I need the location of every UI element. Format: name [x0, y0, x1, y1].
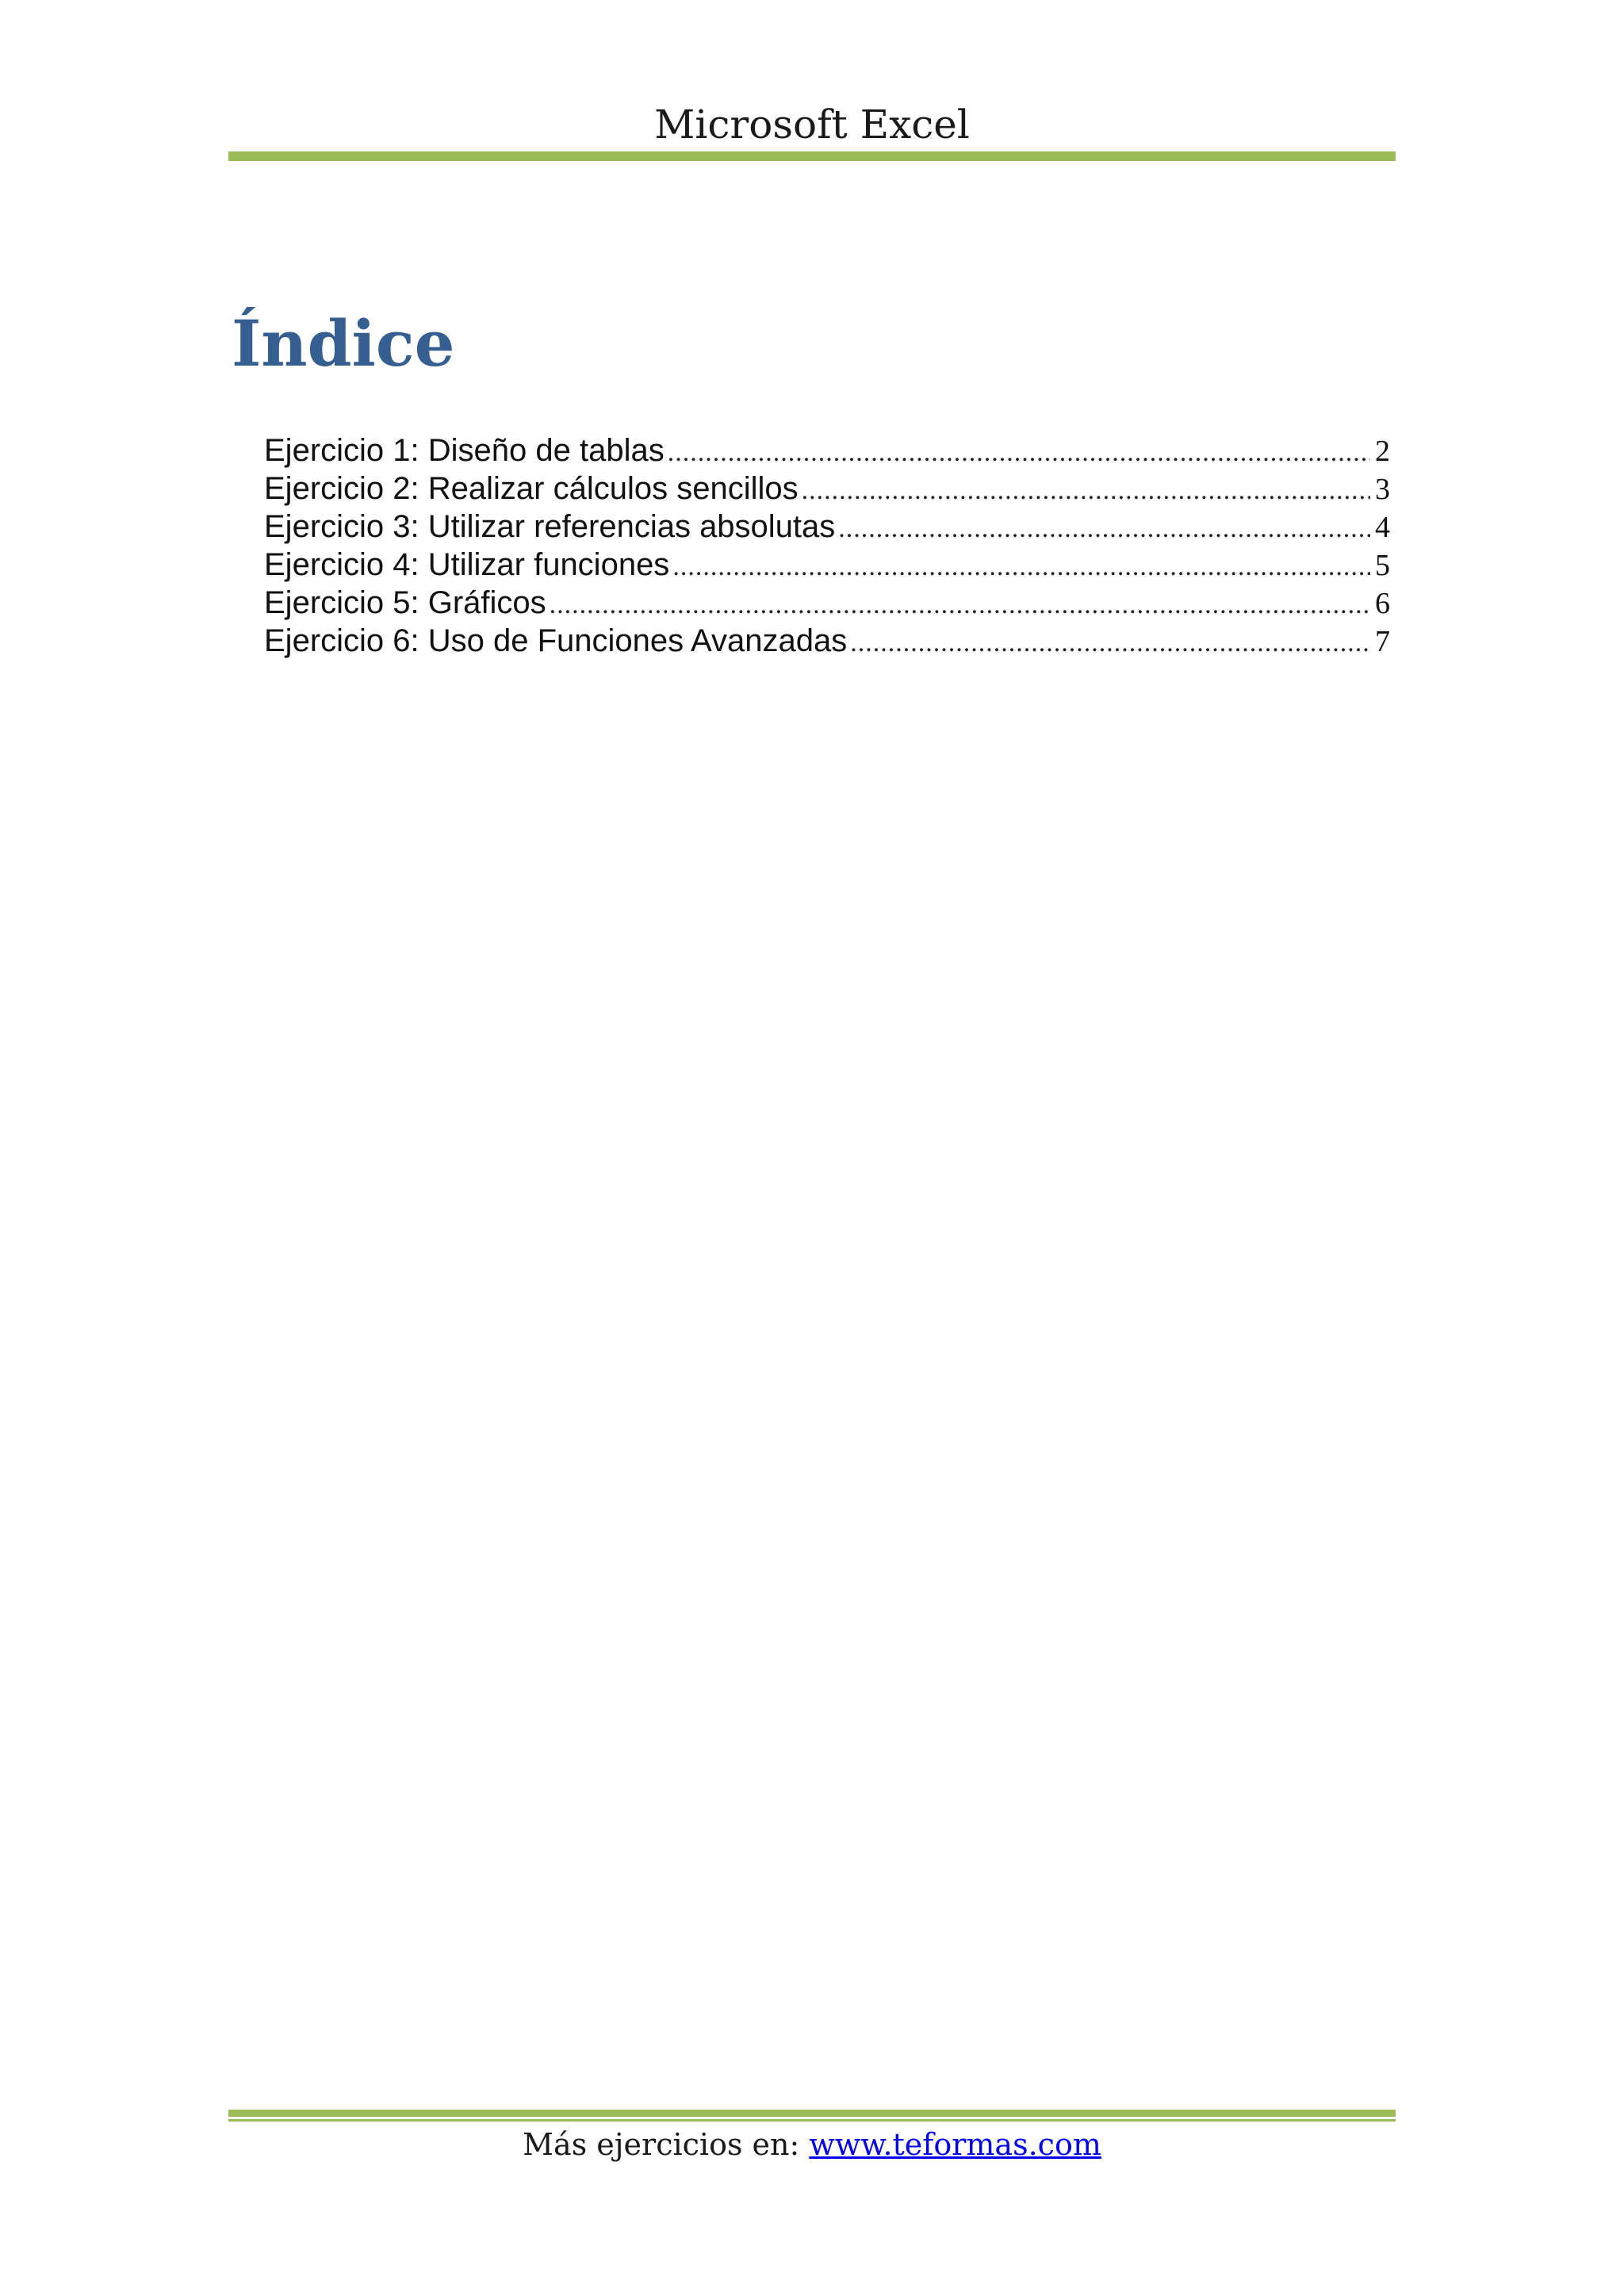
toc-entry[interactable] — [264, 622, 1390, 660]
toc-entry-label[interactable]: Ejercicio 2: Realizar cálculos sencillos — [264, 471, 799, 506]
page-footer — [228, 2122, 1396, 2167]
toc-heading: Índice — [232, 306, 455, 381]
toc-entry-label[interactable]: Ejercicio 5: Gráficos — [264, 585, 546, 620]
toc-dot-leader — [838, 510, 1370, 548]
footer-prefix: Más ejercicios en: — [523, 2127, 810, 2162]
toc-dot-leader — [850, 624, 1370, 662]
toc-entry-label[interactable]: Ejercicio 4: Utilizar funciones — [264, 547, 670, 582]
toc-entry-label[interactable]: Ejercicio 6: Uso de Funciones Avanzadas — [264, 623, 848, 658]
toc-entry-page[interactable]: 2 — [1375, 435, 1390, 468]
toc-entry[interactable] — [264, 508, 1390, 546]
toc-dot-leader — [668, 434, 1370, 472]
toc-dot-leader — [550, 586, 1370, 624]
toc-entry-page[interactable]: 5 — [1375, 549, 1390, 582]
toc-entry[interactable] — [264, 431, 1390, 470]
page-header-title: Microsoft Excel — [654, 102, 970, 148]
toc-dot-leader — [802, 472, 1370, 510]
toc-entry-page[interactable]: 3 — [1375, 473, 1390, 506]
table-of-contents — [264, 431, 1390, 660]
toc-entry-label[interactable]: Ejercicio 1: Diseño de tablas — [264, 433, 665, 468]
footer-rule — [228, 2110, 1396, 2122]
toc-entry-page[interactable]: 7 — [1375, 625, 1390, 658]
footer-website-link[interactable]: www.teformas.com — [809, 2127, 1101, 2162]
toc-entry-page[interactable]: 4 — [1375, 511, 1390, 544]
header-rule — [228, 149, 1396, 161]
toc-entry-label[interactable]: Ejercicio 3: Utilizar referencias absolutas — [264, 509, 836, 544]
toc-entry[interactable] — [264, 470, 1390, 508]
toc-entry[interactable] — [264, 584, 1390, 622]
toc-entry[interactable] — [264, 546, 1390, 584]
toc-entry-page[interactable]: 6 — [1375, 587, 1390, 620]
toc-dot-leader — [672, 548, 1370, 586]
